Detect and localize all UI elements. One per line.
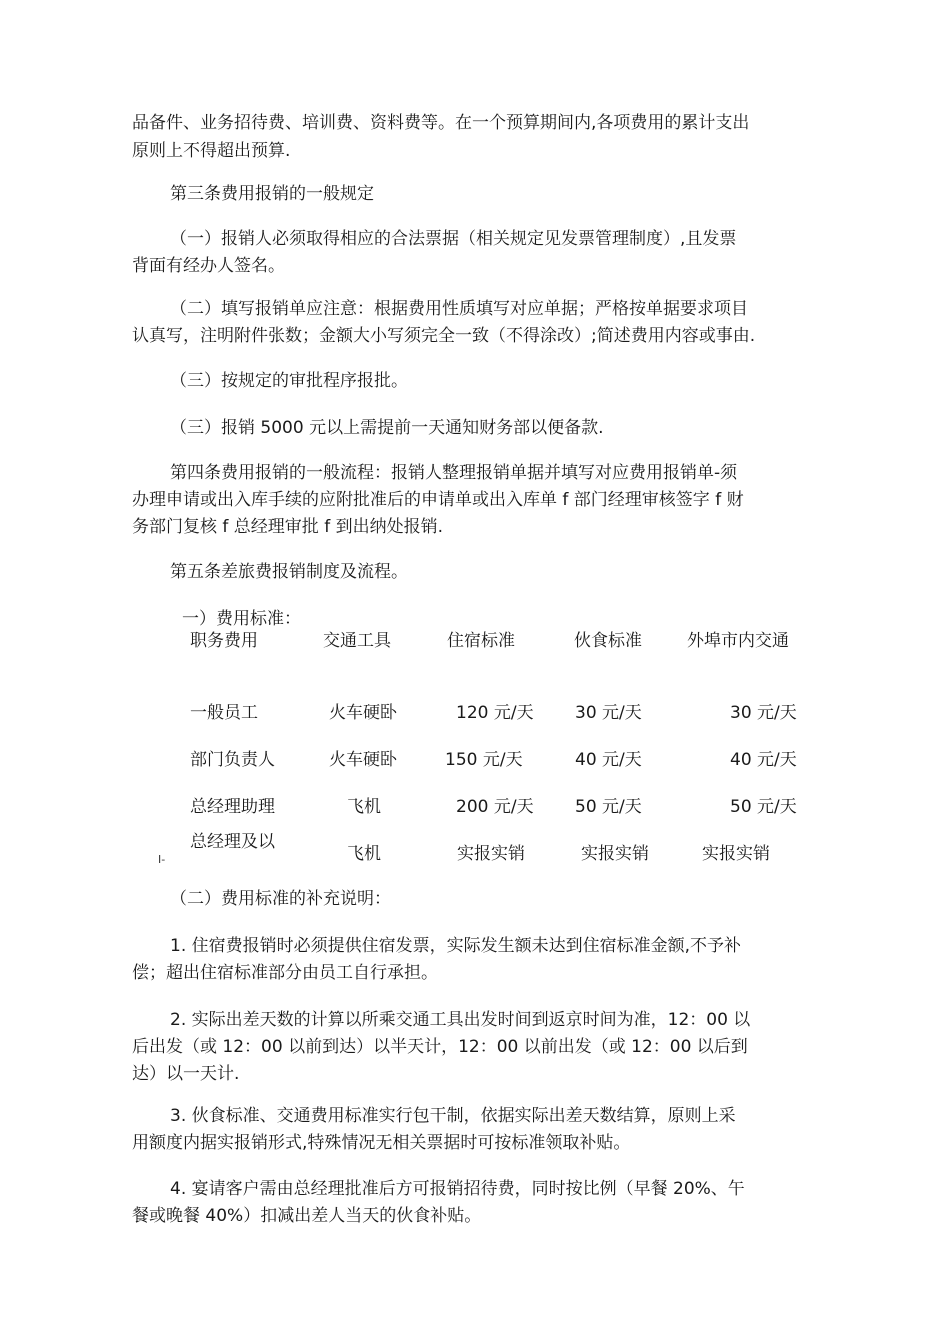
table-cell: 200 元/天	[456, 797, 534, 817]
table-cell: 50 元/天	[575, 797, 642, 817]
note2-line-1: 2. 实际出差天数的计算以所乘交通工具出发时间到返京时间为准，12：00 以	[170, 1010, 751, 1030]
article4-line-1: 第四条费用报销的一般流程：报销人整理报销单据并填写对应费用报销单-须	[170, 463, 738, 483]
table-cell: 飞机	[347, 797, 381, 817]
table-cell: 40 元/天	[730, 750, 797, 770]
note3-line-2: 用额度内据实报销形式,特殊情况无相关票据时可按标准领取补贴。	[132, 1133, 631, 1153]
table-cell: 部门负责人	[190, 750, 275, 770]
article3-title: 第三条费用报销的一般规定	[170, 184, 374, 204]
table-cell: 40 元/天	[575, 750, 642, 770]
table-cell: 火车硬卧	[329, 703, 397, 723]
table-cell: 120 元/天	[456, 703, 534, 723]
intro-line-1: 品备件、业务招待费、培训费、资料费等。在一个预算期间内,各项费用的累计支出	[132, 113, 750, 133]
table-header-local-transport: 外埠市内交通	[687, 631, 789, 651]
table-header-lodging: 住宿标准	[447, 631, 515, 651]
note1-line-1: 1. 住宿费报销时必须提供住宿发票，实际发生额未达到住宿标准金额,不予补	[170, 936, 742, 956]
table-cell: 实报实销	[702, 844, 770, 864]
article4-line-3: 务部门复核 f 总经理审批 f 到出纳处报销.	[132, 517, 443, 537]
table-header-position: 职务费用	[190, 631, 258, 651]
article5-title: 第五条差旅费报销制度及流程。	[170, 562, 408, 582]
table-marker: I-	[158, 853, 166, 866]
table-cell: 总经理及以	[190, 832, 275, 852]
table-cell: 30 元/天	[575, 703, 642, 723]
table-cell: 火车硬卧	[329, 750, 397, 770]
table-cell: 飞机	[347, 844, 381, 864]
table-cell: 30 元/天	[730, 703, 797, 723]
note3-line-1: 3. 伙食标准、交通费用标准实行包干制，依据实际出差天数结算，原则上采	[170, 1106, 736, 1126]
note2-line-2: 后出发（或 12：00 以前到达）以半天计，12：00 以前出发（或 12：00 以后到	[132, 1037, 748, 1057]
table-cell: 总经理助理	[190, 797, 275, 817]
note1-line-2: 偿；超出住宿标准部分由员工自行承担。	[132, 963, 438, 983]
article3-item2-line-2: 认真写，注明附件张数；金额大小写须完全一致（不得涂改）;简述费用内容或事由.	[132, 326, 756, 346]
article3-item1-line-2: 背面有经办人签名。	[132, 256, 285, 276]
section2-title: （二）费用标准的补充说明：	[170, 889, 391, 909]
note4-line-1: 4. 宴请客户需由总经理批准后方可报销招待费，同时按比例（早餐 20%、午	[170, 1179, 745, 1199]
article3-item1-line-1: （一）报销人必须取得相应的合法票据（相关规定见发票管理制度）,且发票	[170, 229, 737, 249]
table-header-transport: 交通工具	[323, 631, 391, 651]
article3-item3: （三）按规定的审批程序报批。	[170, 371, 408, 391]
table-cell: 实报实销	[457, 844, 525, 864]
note4-line-2: 餐或晚餐 40%）扣减出差人当天的伙食补贴。	[132, 1206, 482, 1226]
section1-title: 一）费用标准：	[182, 609, 301, 629]
intro-line-2: 原则上不得超出预算.	[132, 141, 291, 161]
table-cell: 实报实销	[581, 844, 649, 864]
table-cell: 一般员工	[190, 703, 258, 723]
table-cell: 150 元/天	[445, 750, 523, 770]
article3-item4: （三）报销 5000 元以上需提前一天通知财务部以便备款.	[170, 418, 604, 438]
table-cell: 50 元/天	[730, 797, 797, 817]
article4-line-2: 办理申请或出入库手续的应附批准后的申请单或出入库单 f 部门经理审核签字 f 财	[132, 490, 744, 510]
article3-item2-line-1: （二）填写报销单应注意：根据费用性质填写对应单据；严格按单据要求项目	[170, 299, 748, 319]
note2-line-3: 达）以一天计.	[132, 1064, 240, 1084]
table-header-meals: 伙食标准	[574, 631, 642, 651]
